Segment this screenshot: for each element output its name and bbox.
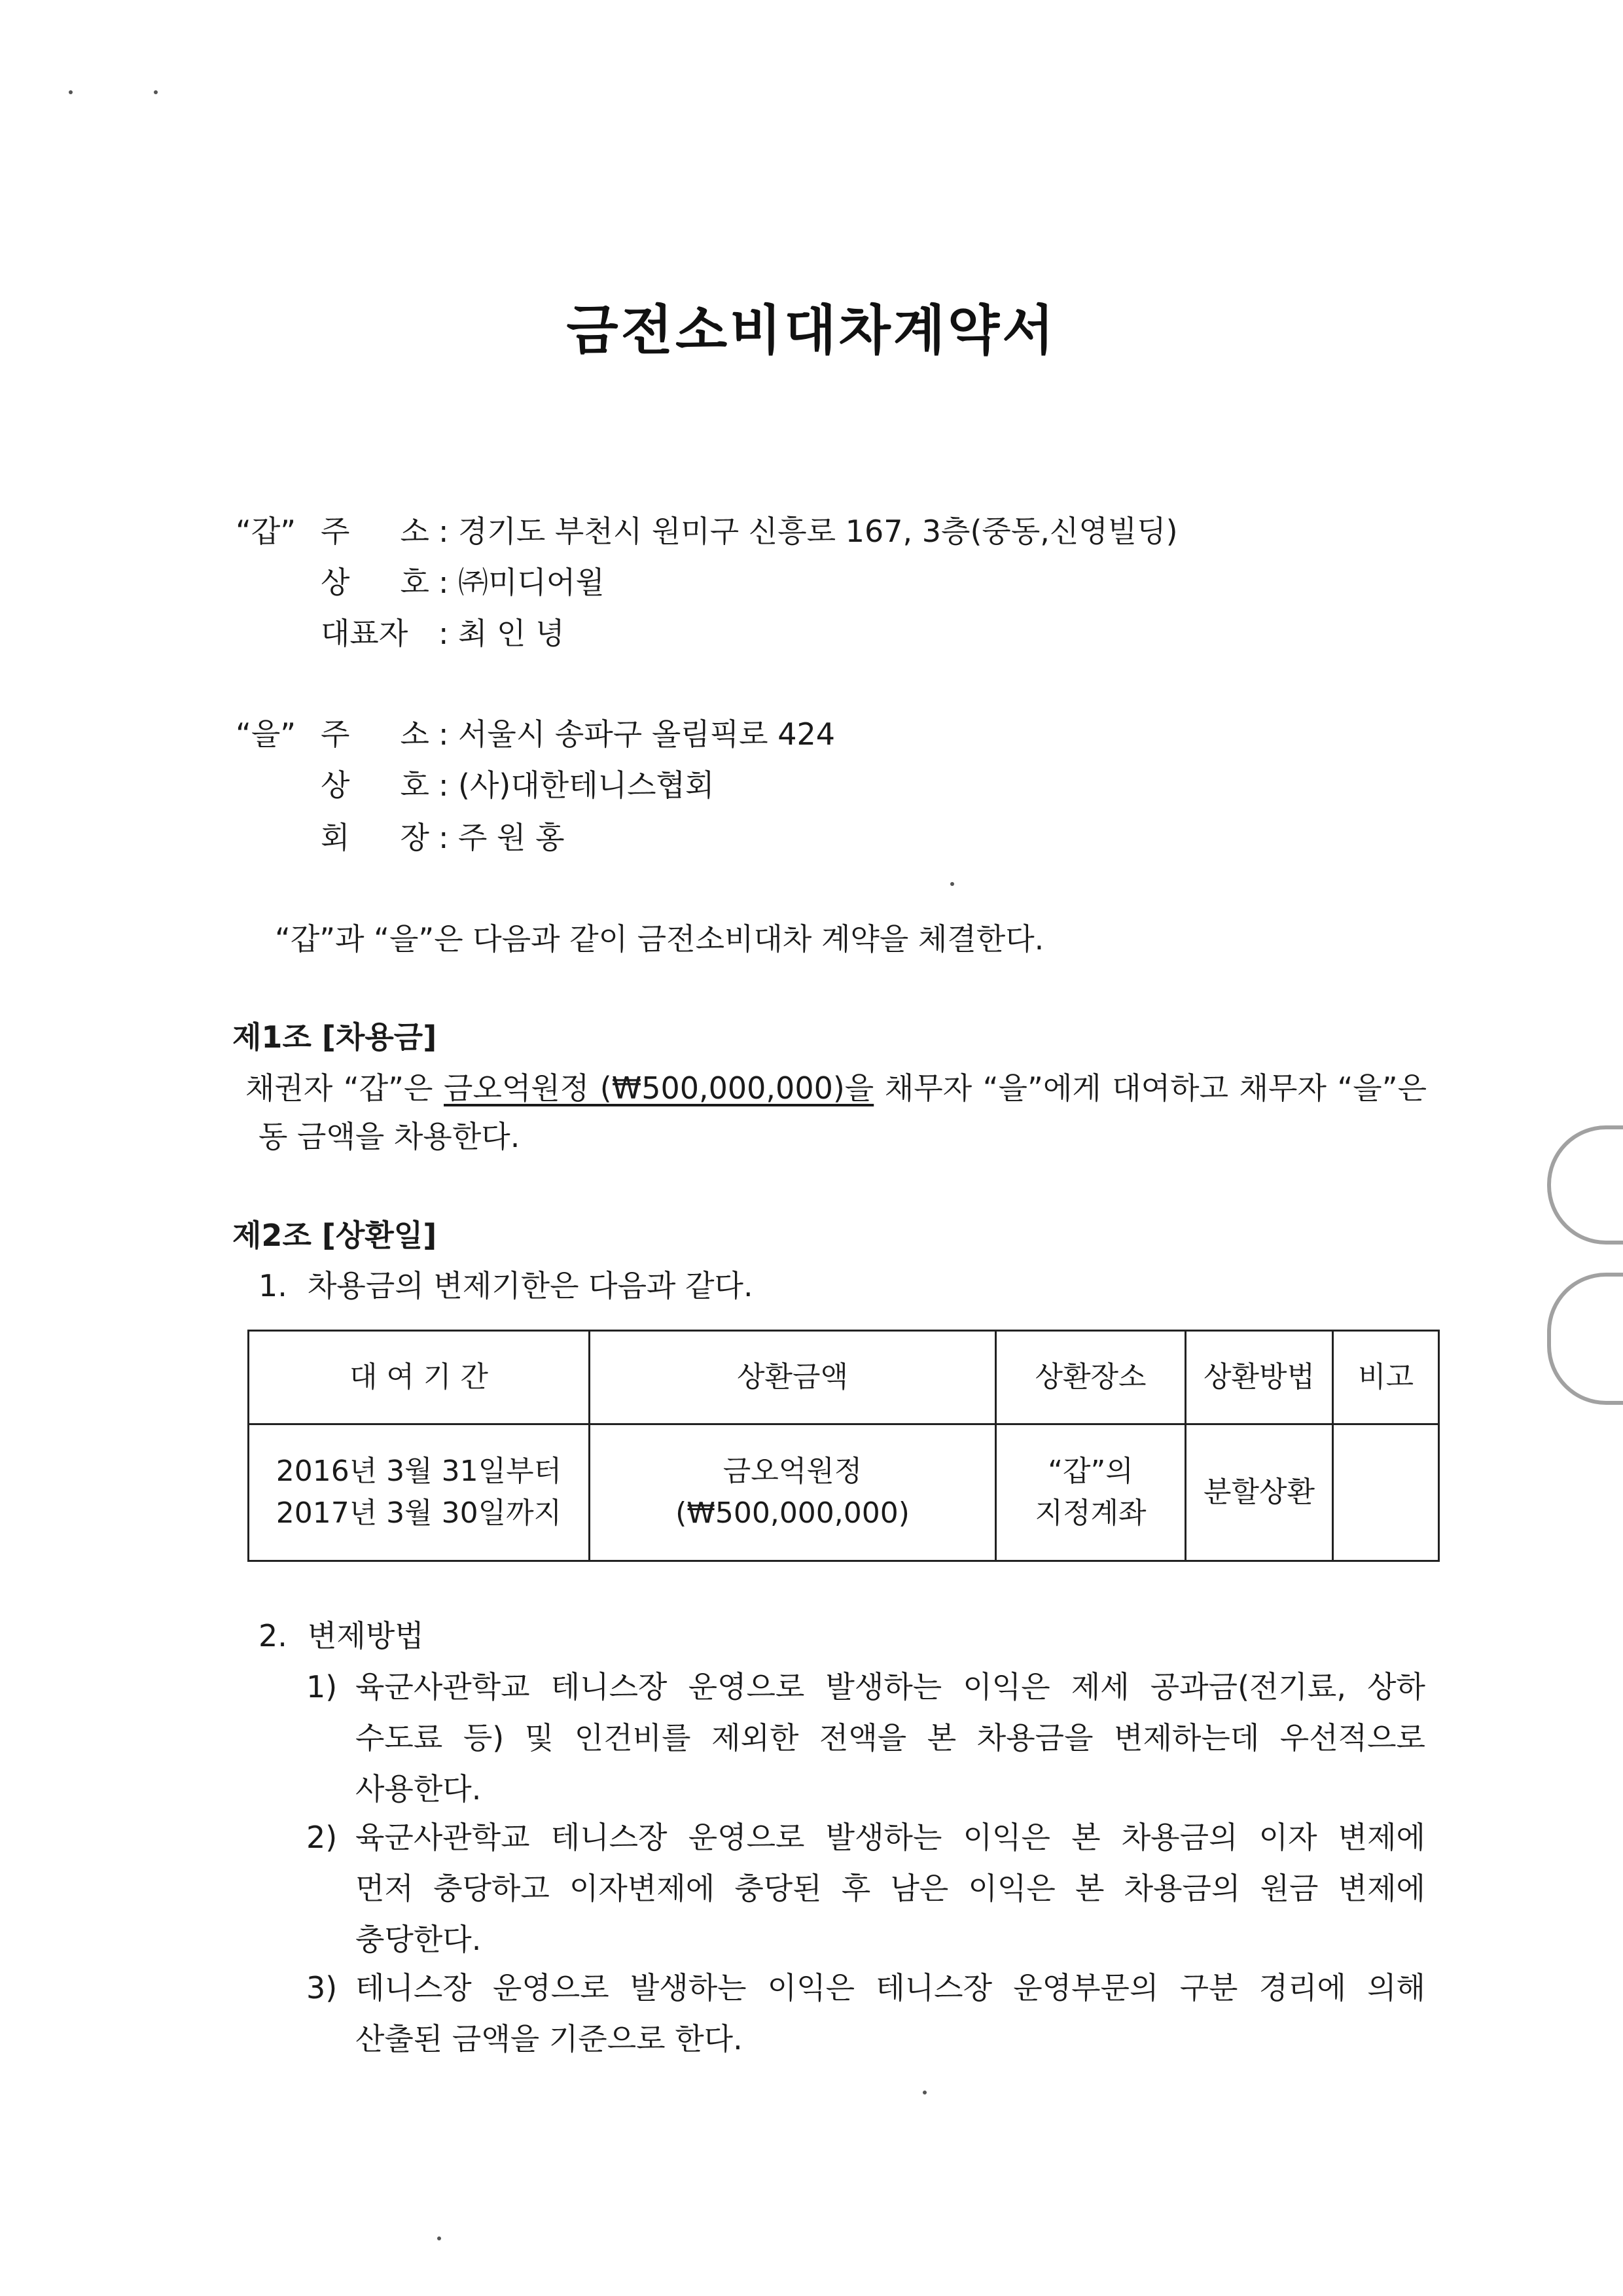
- article-1-debtor: 채무자 “을”에게 대여하고 채무자 “을”은: [884, 1070, 1427, 1106]
- repayment-schedule-table: [247, 1330, 1440, 1562]
- header-note: 비고: [1333, 1331, 1439, 1424]
- sub-item-1-number: 1): [306, 1669, 338, 1704]
- table-header-row: [249, 1331, 1439, 1424]
- scan-speck: [437, 2236, 441, 2240]
- sub-item-2-line-1: 육군사관학교 테니스장 운영으로 발생하는 이익은 본 차용금의 이자 변제에: [355, 1820, 1425, 1855]
- table-row: [249, 1424, 1439, 1561]
- cell-period: [249, 1424, 590, 1561]
- sub-item-2-number: 2): [306, 1820, 338, 1855]
- amount-words: 금오억원정: [722, 1455, 863, 1488]
- article-1-title: 제1조 [차용금]: [232, 1019, 437, 1055]
- party-b-rep-label: 회 장: [321, 820, 429, 855]
- place-line-1: “갑”의: [1048, 1455, 1133, 1488]
- cell-amount: [589, 1424, 995, 1561]
- loan-amount: 금오억원정 (₩500,000,000)을: [444, 1070, 874, 1106]
- amount-figure: (₩500,000,000): [675, 1496, 910, 1530]
- party-a-company-label: 상 호: [321, 565, 429, 600]
- item-1-number: 1.: [259, 1268, 287, 1303]
- scan-speck: [950, 882, 954, 886]
- article-1-line-2: 동 금액을 차용한다.: [259, 1119, 520, 1154]
- period-end: 2017년 3월 30일까지: [276, 1496, 562, 1530]
- header-period: 대 여 기 간: [249, 1331, 590, 1424]
- header-place: 상환장소: [996, 1331, 1186, 1424]
- party-b-company: (사)대한테니스협회: [458, 768, 715, 803]
- sub-item-3-number: 3): [306, 1970, 338, 2005]
- sub-item-1-line-3: 사용한다.: [355, 1771, 482, 1807]
- cell-note: [1333, 1424, 1439, 1561]
- party-a-tag: “갑”: [236, 514, 296, 549]
- party-a-rep: 최 인 녕: [458, 616, 565, 651]
- party-b-address: 서울시 송파구 올림픽로 424: [458, 716, 836, 752]
- colon: :: [438, 565, 449, 600]
- cell-place: [996, 1424, 1186, 1561]
- header-amount: 상환금액: [589, 1331, 995, 1424]
- party-a-address: 경기도 부천시 원미구 신흥로 167, 3층(중동,신영빌딩): [458, 514, 1178, 549]
- colon: :: [438, 716, 449, 752]
- scan-speck: [69, 90, 73, 94]
- sub-item-3-line-2: 산출된 금액을 기준으로 한다.: [355, 2021, 743, 2057]
- article-1-line-1: [245, 1069, 1427, 1108]
- colon: :: [438, 514, 449, 549]
- document-title: 금전소비대차계약서: [566, 300, 1057, 362]
- party-b-company-label: 상 호: [321, 768, 429, 803]
- party-b-rep: 주 원 홍: [458, 820, 565, 855]
- party-a-company: ㈜미디어윌: [458, 565, 605, 600]
- cell-method: 분할상환: [1185, 1424, 1333, 1561]
- intro-paragraph: “갑”과 “을”은 다음과 같이 금전소비대차 계약을 체결한다.: [275, 921, 1044, 957]
- partial-seal-stamp: [1547, 1273, 1623, 1405]
- item-2-number: 2.: [259, 1618, 287, 1653]
- period-start: 2016년 3월 31일부터: [276, 1455, 562, 1488]
- sub-item-3-line-1: 테니스장 운영으로 발생하는 이익은 테니스장 운영부문의 구분 경리에 의해: [355, 1970, 1425, 2005]
- scan-speck: [154, 90, 158, 94]
- place-line-2: 지정계좌: [1035, 1496, 1147, 1530]
- sub-item-2-line-2: 먼저 충당하고 이자변제에 충당된 후 남은 이익은 본 차용금의 원금 변제에: [355, 1871, 1425, 1906]
- header-method: 상환방법: [1185, 1331, 1333, 1424]
- colon: :: [438, 768, 449, 803]
- sub-item-2-line-3: 충당한다.: [355, 1922, 482, 1957]
- party-a-address-label: 주 소: [321, 514, 429, 549]
- party-b-address-label: 주 소: [321, 716, 429, 752]
- party-a-rep-label: 대표자: [321, 616, 408, 651]
- scan-speck: [923, 2091, 927, 2094]
- item-1-text: 차용금의 변제기한은 다음과 같다.: [308, 1268, 753, 1303]
- sub-item-1-line-2: 수도료 등) 및 인건비를 제외한 전액을 본 차용금을 변제하는데 우선적으로: [355, 1720, 1425, 1756]
- colon: :: [438, 820, 449, 855]
- partial-seal-stamp: [1547, 1125, 1623, 1245]
- article-1-creditor: 채권자 “갑”은: [245, 1070, 433, 1106]
- party-b-tag: “을”: [236, 716, 296, 752]
- item-2-text: 변제방법: [308, 1618, 424, 1653]
- sub-item-1-line-1: 육군사관학교 테니스장 운영으로 발생하는 이익은 제세 공과금(전기료, 상하: [355, 1669, 1425, 1704]
- colon: :: [438, 616, 449, 651]
- article-2-title: 제2조 [상환일]: [232, 1218, 437, 1253]
